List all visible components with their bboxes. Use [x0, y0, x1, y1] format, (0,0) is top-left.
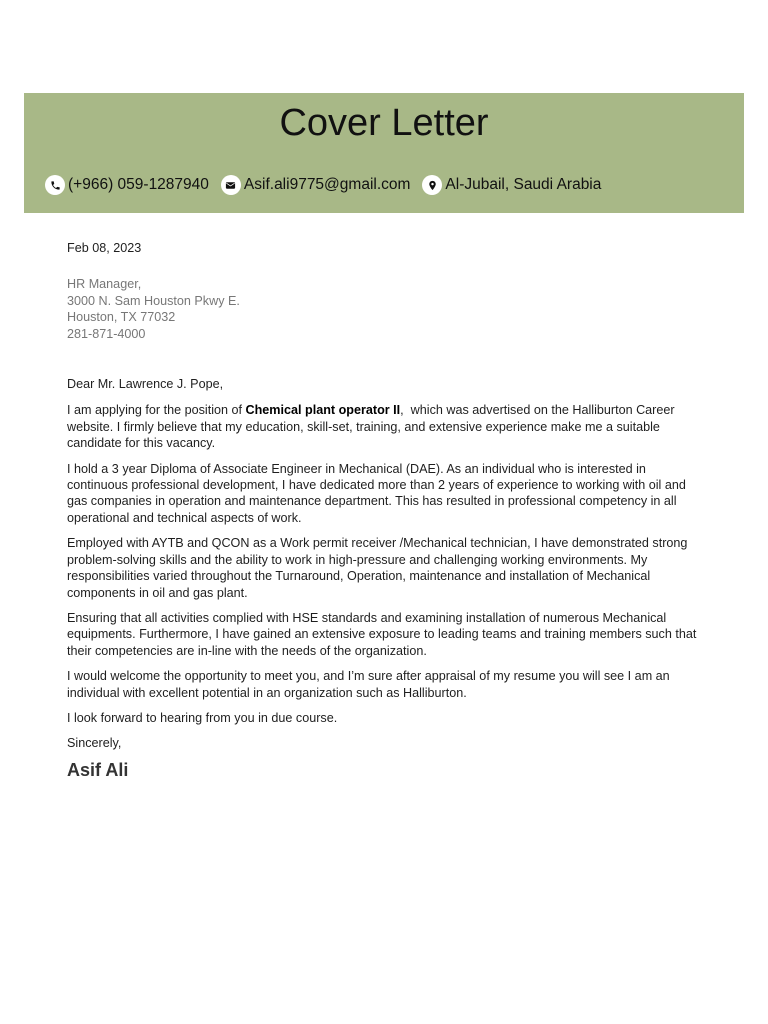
recipient-phone: 281-871-4000 — [67, 326, 146, 341]
mail-icon — [221, 175, 241, 195]
recipient-city: Houston, TX 77032 — [67, 310, 176, 325]
paragraph-opportunity: I would welcome the opportunity to meet you, and I’m sure after appraisal of my resume you will see I am an individual with excellent potential in an organization such as Halliburton. — [67, 669, 670, 700]
contact-phone — [45, 175, 209, 195]
intro-rest: , which was advertised on the Halliburton Career website. I firmly believe that my education, skill-set, training, and extensive experience make me a suitable candidate for this vacancy. — [67, 403, 679, 451]
salutation: Dear Mr. Lawrence J. Pope, — [67, 377, 224, 392]
signature: Asif Ali — [67, 759, 129, 780]
phone-text: (+966) 059-1287940 — [68, 176, 209, 193]
location-pin-icon — [422, 175, 442, 195]
recipient-title: HR Manager, — [67, 277, 142, 292]
paragraph-intro — [67, 402, 707, 451]
paragraph-experience: Employed with AYTB and QCON as a Work permit receiver /Mechanical technician, I have demonstrated strong problem-solving skills and the ability to work in high-pressure and challenging working environments. My responsibilities varied throughout the Turnaround, Operation, maintenance and installation of Mechanical components in oil and gas plant. — [67, 536, 688, 600]
location-text: Al-Jubail, Saudi Arabia — [445, 176, 602, 193]
letter-date: Feb 08, 2023 — [67, 241, 142, 255]
closing: Sincerely, — [67, 736, 122, 751]
recipient-street: 3000 N. Sam Houston Pkwy E. — [67, 293, 240, 308]
paragraph-education: I hold a 3 year Diploma of Associate Engineer in Mechanical (DAE). As an individual who is interested in continuous professional development, I have dedicated more than 2 years of experience to working with oil and gas companies in operation and maintenance department. This has resulted in professional competency in all operational and technical aspects of work. — [67, 461, 686, 525]
intro-lead: I am applying for the position of — [67, 403, 246, 418]
phone-icon — [45, 175, 65, 195]
recipient-address — [67, 276, 707, 342]
contact-email — [221, 175, 411, 195]
page-title: Cover Letter — [279, 102, 489, 144]
paragraph-hse: Ensuring that all activities complied with HSE standards and examining installation of numerous Mechanical equipments. Furthermore, I have gained an extensive exposure to leading teams and training members such that their competencies are in-line with the needs of the organization. — [67, 610, 697, 658]
position-name: Chemical plant operator II — [245, 403, 401, 418]
paragraph-closing-line: I look forward to hearing from you in due course. — [67, 710, 338, 725]
email-text: Asif.ali9775@gmail.com — [243, 176, 411, 193]
letter-body — [67, 240, 707, 782]
contact-row — [45, 172, 613, 198]
contact-location — [422, 175, 601, 195]
